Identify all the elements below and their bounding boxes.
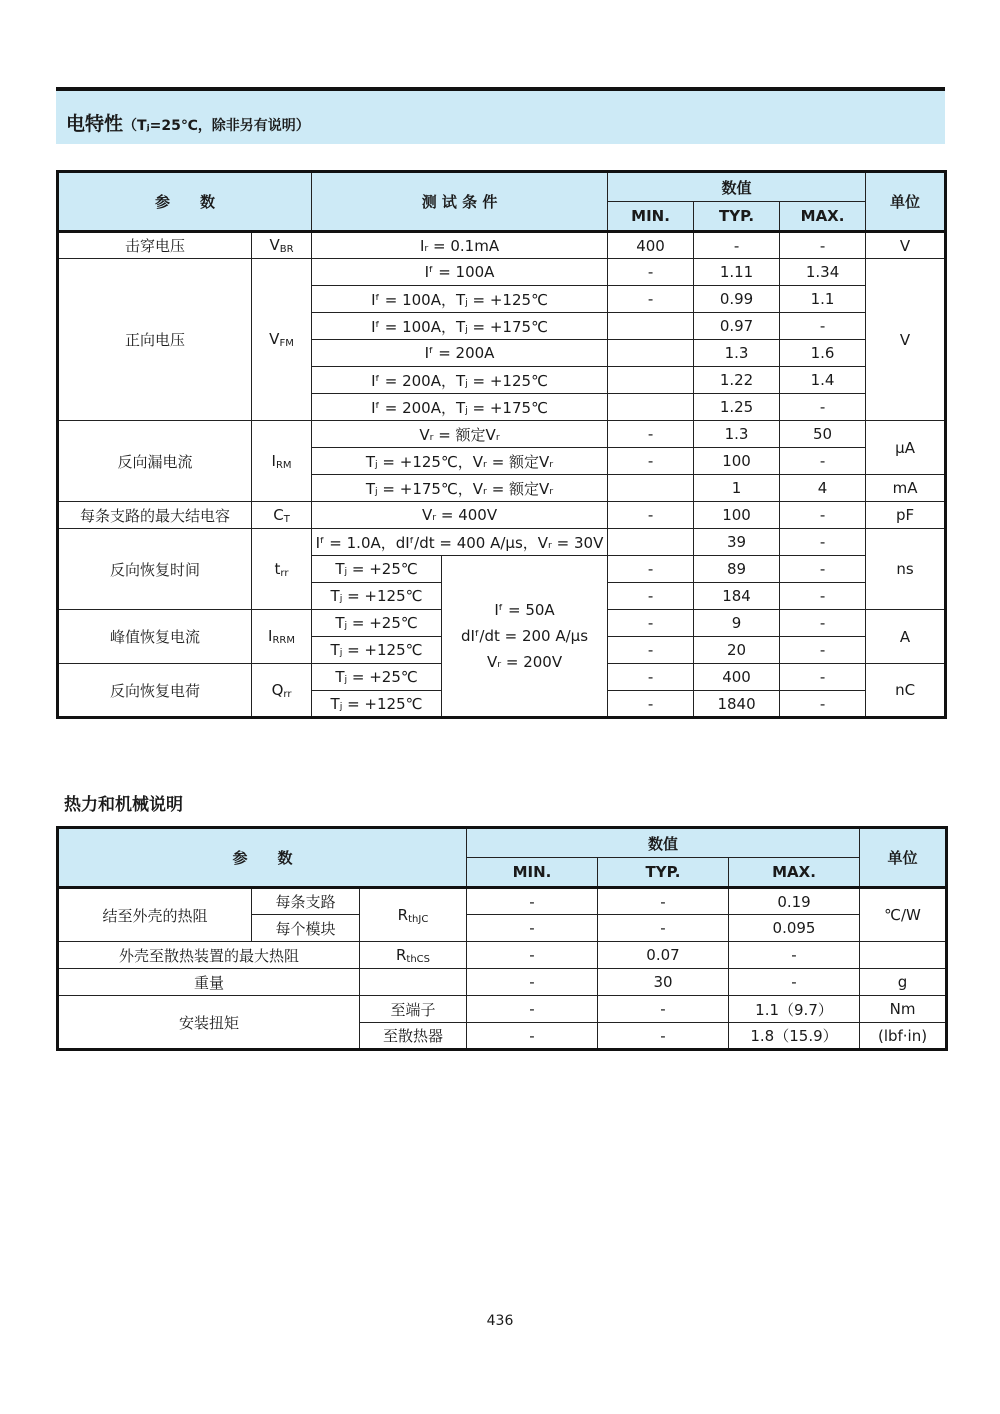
min-value: - — [608, 448, 694, 475]
unit: pF — [866, 502, 946, 529]
min-value — [608, 529, 694, 556]
param-header: 参 数 — [58, 172, 312, 232]
typ-value: 30 — [598, 969, 729, 996]
max-value: - — [729, 969, 860, 996]
typ-value: - — [598, 996, 729, 1023]
param-name: 反向恢复电荷 — [58, 664, 252, 718]
max-value: - — [780, 583, 866, 610]
min-value: - — [467, 969, 598, 996]
typ-value: 1.11 — [694, 259, 780, 286]
param-name: 结至外壳的热阻 — [58, 888, 252, 942]
electrical-characteristics-table — [56, 170, 947, 719]
min-value — [608, 340, 694, 367]
param-symbol: $V_{FM}$ — [252, 259, 312, 421]
max-value: - — [780, 313, 866, 340]
min-value — [608, 394, 694, 421]
test-condition: Tⱼ = +125℃，Vᵣ = 额定Vᵣ — [312, 448, 608, 475]
sub-param: 每条支路 — [252, 888, 360, 915]
common-test-condition — [442, 556, 608, 718]
param-symbol: $I_{RRM}$ — [252, 610, 312, 664]
unit — [860, 942, 947, 969]
min-value: - — [608, 421, 694, 448]
typ-value: 400 — [694, 664, 780, 691]
param-symbol: $V_{BR}$ — [252, 232, 312, 259]
min-value: - — [467, 915, 598, 942]
temperature-condition: Tⱼ = +125℃ — [312, 637, 442, 664]
unit: g — [860, 969, 947, 996]
min-value — [608, 367, 694, 394]
min-value: - — [608, 502, 694, 529]
page-number: 436 — [486, 1313, 514, 1329]
param-name: 正向电压 — [58, 259, 252, 421]
unit-header: 单位 — [860, 828, 947, 888]
section-title: 热力和机械说明 — [64, 795, 183, 815]
unit: (lbf·in) — [860, 1023, 947, 1050]
test-condition: Iᶠ = 100A，Tⱼ = +175℃ — [312, 313, 608, 340]
temperature-condition: Tⱼ = +125℃ — [312, 691, 442, 718]
typ-value: 1840 — [694, 691, 780, 718]
max-header: MAX. — [780, 202, 866, 232]
max-value: 50 — [780, 421, 866, 448]
unit: A — [866, 610, 946, 664]
max-value: - — [780, 637, 866, 664]
min-value: - — [608, 691, 694, 718]
max-value: 1.34 — [780, 259, 866, 286]
typ-value: 89 — [694, 556, 780, 583]
test-condition: Tⱼ = +175℃，Vᵣ = 额定Vᵣ — [312, 475, 608, 502]
common-cond-line: Iᶠ = 50A — [494, 601, 555, 619]
typ-value: 1.3 — [694, 421, 780, 448]
min-value: - — [608, 259, 694, 286]
param-symbol — [360, 969, 467, 996]
max-value: - — [780, 691, 866, 718]
min-value: - — [608, 583, 694, 610]
param-symbol: $I_{RM}$ — [252, 421, 312, 502]
max-value: - — [780, 664, 866, 691]
typ-value: 39 — [694, 529, 780, 556]
max-value: 1.8（15.9） — [729, 1023, 860, 1050]
param-name: 外壳至散热装置的最大热阻 — [58, 942, 360, 969]
thermal-mechanical-table — [56, 826, 948, 1051]
min-header: MIN. — [608, 202, 694, 232]
min-value: - — [467, 1023, 598, 1050]
typ-value: 9 — [694, 610, 780, 637]
param-name: 击穿电压 — [58, 232, 252, 259]
min-value: - — [608, 664, 694, 691]
max-header: MAX. — [729, 858, 860, 888]
max-value: 4 — [780, 475, 866, 502]
typ-value: 100 — [694, 448, 780, 475]
param-name: 重量 — [58, 969, 360, 996]
min-value: - — [608, 286, 694, 313]
sub-param: 至散热器 — [360, 1023, 467, 1050]
typ-value: - — [694, 232, 780, 259]
param-header: 参 数 — [58, 828, 467, 888]
temperature-condition: Tⱼ = +125℃ — [312, 583, 442, 610]
min-value: - — [467, 996, 598, 1023]
typ-value: 100 — [694, 502, 780, 529]
test-condition: Iᶠ = 1.0A，dIᶠ/dt = 400 A/μs，Vᵣ = 30V — [312, 529, 608, 556]
test-condition: Vᵣ = 400V — [312, 502, 608, 529]
min-value — [608, 475, 694, 502]
unit: ℃/W — [860, 888, 947, 942]
temperature-condition: Tⱼ = +25℃ — [312, 664, 442, 691]
min-value: - — [608, 556, 694, 583]
test-condition: Iᶠ = 200A — [312, 340, 608, 367]
typ-value: - — [598, 888, 729, 915]
common-cond-line: dIᶠ/dt = 200 A/μs — [461, 627, 589, 645]
typ-value: 0.97 — [694, 313, 780, 340]
sub-param: 每个模块 — [252, 915, 360, 942]
max-value: - — [780, 556, 866, 583]
param-symbol: $t_{rr}$ — [252, 529, 312, 610]
unit: V — [866, 232, 946, 259]
max-value: 1.1 — [780, 286, 866, 313]
min-value — [608, 313, 694, 340]
typ-header: TYP. — [694, 202, 780, 232]
min-value: 400 — [608, 232, 694, 259]
max-value: - — [780, 232, 866, 259]
typ-value: 20 — [694, 637, 780, 664]
test-condition: Iᶠ = 200A，Tⱼ = +125℃ — [312, 367, 608, 394]
typ-value: - — [598, 915, 729, 942]
param-symbol: $Q_{rr}$ — [252, 664, 312, 718]
max-value: - — [780, 502, 866, 529]
unit: Nm — [860, 996, 947, 1023]
unit: nC — [866, 664, 946, 718]
param-symbol: $R_{thJC}$ — [360, 888, 467, 942]
param-name: 安装扭矩 — [58, 996, 360, 1050]
typ-value: 0.07 — [598, 942, 729, 969]
param-name: 峰值恢复电流 — [58, 610, 252, 664]
max-value: - — [780, 610, 866, 637]
temperature-condition: Tⱼ = +25℃ — [312, 556, 442, 583]
param-name: 反向漏电流 — [58, 421, 252, 502]
typ-value: 1 — [694, 475, 780, 502]
test-condition: Iᶠ = 200A，Tⱼ = +175℃ — [312, 394, 608, 421]
section-title: 电特性（Tⱼ=25℃，除非另有说明） — [66, 113, 310, 135]
test-condition: Iᶠ = 100A，Tⱼ = +125℃ — [312, 286, 608, 313]
max-value: - — [729, 942, 860, 969]
max-value: 1.1（9.7） — [729, 996, 860, 1023]
typ-value: - — [598, 1023, 729, 1050]
max-value: 1.4 — [780, 367, 866, 394]
unit-header: 单位 — [866, 172, 946, 232]
section-subtitle: （Tⱼ=25℃，除非另有说明） — [123, 118, 310, 134]
param-symbol: $R_{thCS}$ — [360, 942, 467, 969]
typ-value: 184 — [694, 583, 780, 610]
section-banner — [56, 87, 945, 144]
test-condition: Vᵣ = 额定Vᵣ — [312, 421, 608, 448]
max-value: - — [780, 529, 866, 556]
unit: ns — [866, 529, 946, 610]
min-value: - — [608, 637, 694, 664]
max-value: - — [780, 448, 866, 475]
sub-param: 至端子 — [360, 996, 467, 1023]
min-value: - — [467, 942, 598, 969]
test-condition: Iᶠ = 100A — [312, 259, 608, 286]
condition-header: 测 试 条 件 — [312, 172, 608, 232]
param-symbol: $C_T$ — [252, 502, 312, 529]
unit: μA — [866, 421, 946, 475]
temperature-condition: Tⱼ = +25℃ — [312, 610, 442, 637]
typ-header: TYP. — [598, 858, 729, 888]
values-header: 数值 — [608, 172, 866, 202]
max-value: 0.095 — [729, 915, 860, 942]
typ-value: 1.3 — [694, 340, 780, 367]
min-value: - — [608, 610, 694, 637]
test-condition: Iᵣ = 0.1mA — [312, 232, 608, 259]
common-cond-line: Vᵣ = 200V — [486, 653, 563, 671]
max-value: 1.6 — [780, 340, 866, 367]
min-value: - — [467, 888, 598, 915]
values-header: 数值 — [467, 828, 860, 858]
typ-value: 1.25 — [694, 394, 780, 421]
max-value: 0.19 — [729, 888, 860, 915]
unit: V — [866, 259, 946, 421]
param-name: 反向恢复时间 — [58, 529, 252, 610]
max-value: - — [780, 394, 866, 421]
typ-value: 0.99 — [694, 286, 780, 313]
unit: mA — [866, 475, 946, 502]
param-name: 每条支路的最大结电容 — [58, 502, 252, 529]
typ-value: 1.22 — [694, 367, 780, 394]
min-header: MIN. — [467, 858, 598, 888]
